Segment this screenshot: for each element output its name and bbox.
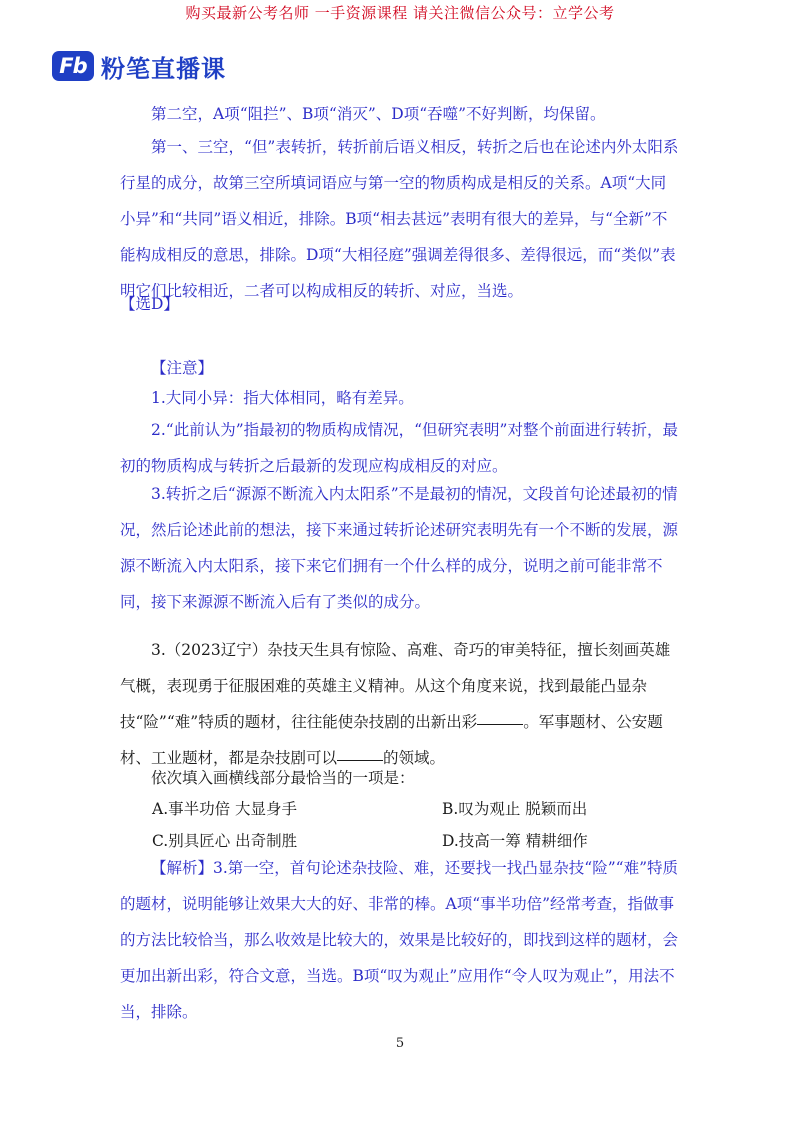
note-3: 3.转折之后“源源不断流入内太阳系”不是最初的情况，文段首句论述最初的情况，然后论述此前的想法，接下来通过转折论述研究表明先有一个不断的发展，源源不断流入内太阳系，接下来它们拥有一个什么样的成分，说明之前可能非常不同，接下来源源不断流入后有了类似的成分。 <box>120 485 679 611</box>
analysis-q3-text: 3.第一空，首句论述杂技险、难，还要找一找凸显杂技“险”“难”特质的题材，说明能够让效果大大的好、非常的棒。A项“事半功倍”经常考查，指做事的方法比较恰当，那么收效是比较大的，效果是比较好的，即找到这样的题材，会更加出新出彩，符合文意，当选。B项“叹为观止”应用作“令人叹为观止”，用法不当，排除。 <box>120 859 679 1021</box>
note-2: 2.“此前认为”指最初的物质构成情况，“但研究表明”对整个前面进行转折，最初的物质构成与转折之后最新的发现应构成相反的对应。 <box>120 421 678 475</box>
top-banner: 购买最新公考名师 一手资源课程 请关注微信公众号：立学公考 <box>185 4 615 22</box>
notes-title: 【注意】 <box>151 359 214 377</box>
question-3-stem-part-3: 的领域。 <box>383 749 446 767</box>
question-3-stem-part-2: 。军事题材、公安题材、工业题材，都是杂技剧可以 <box>120 713 663 767</box>
option-a: A.事半功倍 大显身手 <box>152 800 298 818</box>
brand-name: 粉笔直播课 <box>101 54 226 83</box>
question-3-stem-part-1: 3.（2023辽宁）杂技天生具有惊险、高难、奇巧的审美特征，擅长刻画英雄气概，表现勇于征服困难的英雄主义精神。从这个角度来说，找到最能凸显杂技“险”“难”特质的题材，往往能使杂技剧的出新出彩 <box>120 641 671 731</box>
option-c: C.别具匠心 出奇制胜 <box>152 832 298 850</box>
page-number: 5 <box>395 1036 405 1051</box>
analysis-q3-label: 【解析】 <box>151 859 214 877</box>
analysis-q2-p2: 第一、三空，“但”表转折，转折前后语义相反，转折之后也在论述内外太阳系行星的成分，故第三空所填词语应与第一空的物质构成是相反的关系。A项“大同小异”和“共同”语义相近，排除。B项“相去甚远”表明有很大的差异，与“全新”不能构成相反的意思，排除。D项“大相径庭”强调差得很多、差得很远，而“类似”表明它们比较相近，二者可以构成相反的转折、对应，当选。 <box>120 138 679 300</box>
blank-1 <box>477 723 523 725</box>
fenbi-logo-icon: Fb <box>52 51 94 81</box>
question-3-prompt: 依次填入画横线部分最恰当的一项是： <box>151 769 415 787</box>
option-b: B.叹为观止 脱颖而出 <box>442 800 588 818</box>
brand-logo <box>52 50 226 82</box>
question-3-stem <box>120 632 680 776</box>
answer-label: 【选D】 <box>120 295 179 313</box>
analysis-q3 <box>120 850 680 1030</box>
analysis-q2-p1: 第二空，A项“阻拦”、B项“消灭”、D项“吞噬”不好判断，均保留。 <box>151 105 606 123</box>
option-d: D.技高一筹 精耕细作 <box>442 832 588 850</box>
note-1: 1.大同小异：指大体相同，略有差异。 <box>151 389 414 407</box>
